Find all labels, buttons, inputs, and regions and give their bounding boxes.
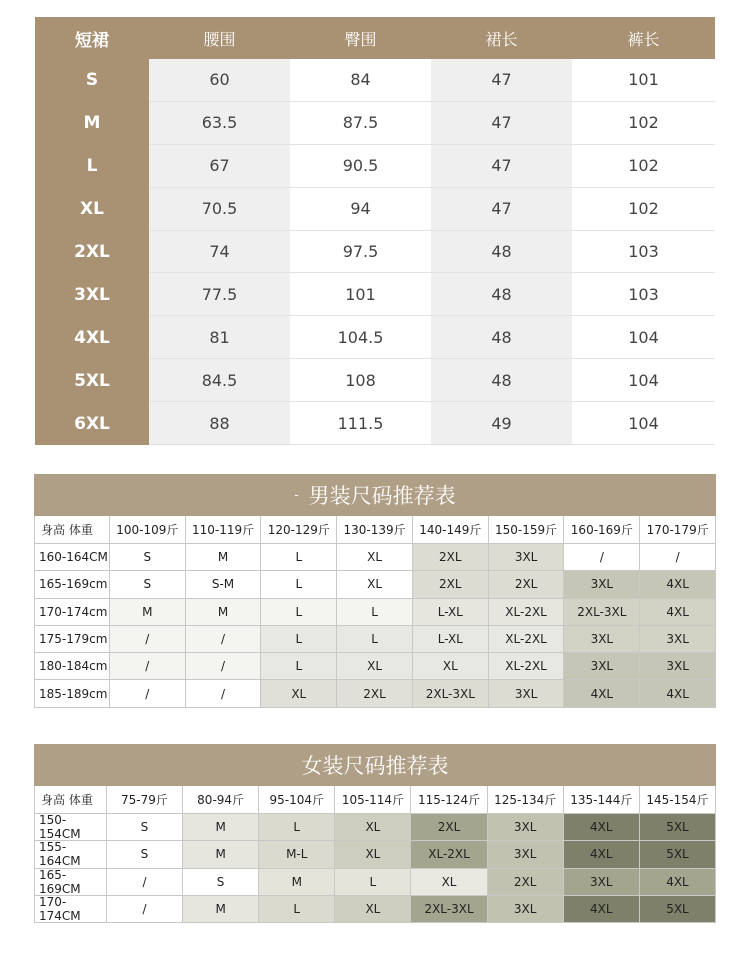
size-cell: L: [259, 814, 335, 841]
cell-hip: 87.5: [290, 102, 431, 145]
size-cell: L: [261, 544, 337, 571]
weight-range-header: 140-149斤: [413, 516, 489, 544]
table-row: [35, 316, 715, 359]
cell-pants-length: 101: [572, 59, 715, 102]
size-cell: S-M: [186, 571, 262, 598]
weight-range-header: 125-134斤: [488, 786, 564, 814]
size-cell: M-L: [259, 841, 335, 868]
header-pants-length: 裤长: [627, 29, 660, 49]
cell-size: M: [35, 102, 149, 145]
size-cell: 2XL: [488, 869, 564, 896]
size-cell: 4XL: [640, 571, 716, 598]
size-cell: L: [261, 599, 337, 626]
height-range-cell: 180-184cm: [35, 653, 110, 680]
cell-waist: 88: [149, 402, 290, 445]
table-row: [35, 188, 715, 231]
skirt-table-body: [35, 59, 715, 445]
size-cell: S: [183, 869, 259, 896]
weight-range-header: 80-94斤: [183, 786, 259, 814]
size-cell: XL-2XL: [489, 599, 565, 626]
height-range-cell: 175-179cm: [35, 626, 110, 653]
size-cell: 3XL: [564, 653, 640, 680]
table-row: [35, 680, 716, 707]
size-cell: 3XL: [488, 841, 564, 868]
height-range-cell: 155-164CM: [35, 841, 107, 868]
cell-waist: 63.5: [149, 102, 290, 145]
height-weight-header: 身高 体重: [35, 786, 107, 814]
cell-skirt-length: 48: [431, 316, 572, 359]
womens-table-title: 女装尺码推荐表: [301, 754, 449, 778]
cell-skirt-length: 48: [431, 359, 572, 402]
weight-range-header: 105-114斤: [335, 786, 411, 814]
header-hip: 臀围: [344, 29, 377, 49]
height-range-cell: 165-169CM: [35, 869, 107, 896]
size-cell: 2XL: [413, 544, 489, 571]
womens-table-grid: [34, 786, 716, 923]
size-cell: M: [186, 599, 262, 626]
table-row: [35, 571, 716, 598]
size-cell: L: [261, 571, 337, 598]
cell-skirt-length: 49: [431, 402, 572, 445]
size-cell: /: [107, 869, 183, 896]
size-cell: /: [186, 680, 262, 707]
table-row: [35, 626, 716, 653]
cell-size: 3XL: [35, 273, 149, 316]
cell-hip: 111.5: [290, 402, 431, 445]
mens-table-title: 男装尺码推荐表: [308, 484, 456, 508]
cell-hip: 101: [290, 273, 431, 316]
size-cell: 3XL: [488, 896, 564, 923]
size-cell: 4XL: [564, 680, 640, 707]
size-cell: 2XL: [337, 680, 413, 707]
size-cell: XL: [411, 869, 487, 896]
size-cell: L: [335, 869, 411, 896]
size-cell: L: [261, 626, 337, 653]
cell-hip: 90.5: [290, 145, 431, 188]
table-row: [35, 544, 716, 571]
weight-range-header: 135-144斤: [564, 786, 640, 814]
size-cell: 3XL: [564, 626, 640, 653]
table-row: [35, 145, 715, 188]
size-cell: /: [186, 626, 262, 653]
size-cell: XL: [261, 680, 337, 707]
cell-size: 5XL: [35, 359, 149, 402]
height-range-cell: 170-174cm: [35, 599, 110, 626]
cell-skirt-length: 47: [431, 102, 572, 145]
size-cell: 3XL: [488, 814, 564, 841]
header-waist: 腰围: [203, 29, 236, 49]
mens-table-grid: [34, 516, 716, 708]
size-cell: /: [107, 896, 183, 923]
cell-size: L: [35, 145, 149, 188]
header-skirt: 短裙: [75, 30, 109, 51]
size-cell: XL: [337, 571, 413, 598]
height-range-cell: 170-174CM: [35, 896, 107, 923]
cell-waist: 67: [149, 145, 290, 188]
size-cell: S: [107, 841, 183, 868]
size-cell: /: [110, 653, 186, 680]
cell-pants-length: 102: [572, 102, 715, 145]
cell-skirt-length: 47: [431, 145, 572, 188]
table-row: [35, 869, 716, 896]
cell-hip: 104.5: [290, 316, 431, 359]
weight-range-header: 95-104斤: [259, 786, 335, 814]
size-cell: 3XL: [489, 680, 565, 707]
cell-pants-length: 104: [572, 316, 715, 359]
weight-range-header: 160-169斤: [564, 516, 640, 544]
skirt-size-table: [35, 17, 715, 447]
height-weight-header: 身高 体重: [35, 516, 110, 544]
weight-range-header: 150-159斤: [489, 516, 565, 544]
size-cell: 3XL: [564, 571, 640, 598]
height-range-cell: 165-169cm: [35, 571, 110, 598]
size-cell: L: [259, 896, 335, 923]
size-cell: L-XL: [413, 626, 489, 653]
cell-pants-length: 102: [572, 188, 715, 231]
size-cell: 3XL: [640, 626, 716, 653]
size-cell: L: [261, 653, 337, 680]
weight-range-header: 110-119斤: [186, 516, 262, 544]
cell-hip: 108: [290, 359, 431, 402]
size-cell: S: [110, 544, 186, 571]
size-cell: 5XL: [640, 841, 716, 868]
size-cell: 2XL: [413, 571, 489, 598]
size-cell: 4XL: [564, 814, 640, 841]
size-cell: 2XL: [489, 571, 565, 598]
cell-size: 6XL: [35, 402, 149, 445]
size-cell: /: [186, 653, 262, 680]
size-cell: 4XL: [564, 896, 640, 923]
size-cell: 3XL: [640, 653, 716, 680]
size-cell: 3XL: [489, 544, 565, 571]
table-row: [35, 359, 715, 402]
table-row: [35, 273, 715, 316]
title-dash: -: [294, 488, 299, 502]
size-cell: 5XL: [640, 814, 716, 841]
size-cell: 2XL-3XL: [564, 599, 640, 626]
cell-waist: 70.5: [149, 188, 290, 231]
size-cell: L: [337, 626, 413, 653]
womens-size-recommendation-table: [34, 744, 716, 923]
cell-pants-length: 103: [572, 231, 715, 274]
cell-hip: 84: [290, 59, 431, 102]
weight-range-header: 100-109斤: [110, 516, 186, 544]
size-cell: M: [186, 544, 262, 571]
height-range-cell: 150-154CM: [35, 814, 107, 841]
size-cell: /: [640, 544, 716, 571]
cell-pants-length: 104: [572, 359, 715, 402]
height-range-cell: 160-164CM: [35, 544, 110, 571]
table-row: [35, 599, 716, 626]
size-cell: 4XL: [640, 599, 716, 626]
cell-pants-length: 104: [572, 402, 715, 445]
cell-waist: 74: [149, 231, 290, 274]
table-row: [35, 102, 715, 145]
size-cell: M: [183, 841, 259, 868]
size-cell: M: [259, 869, 335, 896]
size-cell: /: [110, 680, 186, 707]
cell-waist: 77.5: [149, 273, 290, 316]
height-range-cell: 185-189cm: [35, 680, 110, 707]
mens-size-recommendation-table: [34, 474, 716, 708]
mens-table-title-bar: [34, 474, 716, 516]
size-cell: S: [107, 814, 183, 841]
weight-range-header: 145-154斤: [640, 786, 716, 814]
weight-range-header: 170-179斤: [640, 516, 716, 544]
table-row: [35, 653, 716, 680]
cell-size: 2XL: [35, 231, 149, 274]
size-cell: M: [183, 814, 259, 841]
table-row: [35, 402, 715, 445]
cell-size: XL: [35, 188, 149, 231]
table-row: [35, 231, 715, 274]
size-cell: 3XL: [564, 869, 640, 896]
size-cell: /: [110, 626, 186, 653]
size-cell: XL: [335, 814, 411, 841]
weight-range-header: 120-129斤: [261, 516, 337, 544]
cell-waist: 81: [149, 316, 290, 359]
cell-hip: 94: [290, 188, 431, 231]
cell-size: S: [35, 59, 149, 102]
size-cell: XL: [337, 544, 413, 571]
cell-pants-length: 102: [572, 145, 715, 188]
size-cell: M: [110, 599, 186, 626]
size-cell: XL-2XL: [411, 841, 487, 868]
size-cell: 2XL-3XL: [411, 896, 487, 923]
mens-header-row: [35, 516, 716, 544]
size-cell: /: [564, 544, 640, 571]
cell-skirt-length: 47: [431, 59, 572, 102]
size-cell: L-XL: [413, 599, 489, 626]
size-cell: 2XL: [411, 814, 487, 841]
size-cell: 4XL: [640, 869, 716, 896]
size-cell: L: [337, 599, 413, 626]
table-row: [35, 896, 716, 923]
weight-range-header: 130-139斤: [337, 516, 413, 544]
cell-waist: 60: [149, 59, 290, 102]
size-cell: M: [183, 896, 259, 923]
cell-pants-length: 103: [572, 273, 715, 316]
table-row: [35, 59, 715, 102]
size-cell: S: [110, 571, 186, 598]
cell-size: 4XL: [35, 316, 149, 359]
womens-header-row: [35, 786, 716, 814]
weight-range-header: 115-124斤: [411, 786, 487, 814]
size-cell: 5XL: [640, 896, 716, 923]
cell-hip: 97.5: [290, 231, 431, 274]
womens-table-title-bar: [34, 744, 716, 786]
size-cell: 4XL: [564, 841, 640, 868]
size-cell: XL: [413, 653, 489, 680]
size-cell: XL-2XL: [489, 653, 565, 680]
cell-skirt-length: 47: [431, 188, 572, 231]
cell-skirt-length: 48: [431, 273, 572, 316]
table-row: [35, 814, 716, 841]
header-skirt-length: 裙长: [485, 29, 518, 49]
table-row: [35, 841, 716, 868]
cell-waist: 84.5: [149, 359, 290, 402]
skirt-table-header: [35, 17, 715, 59]
size-cell: XL: [337, 653, 413, 680]
weight-range-header: 75-79斤: [107, 786, 183, 814]
size-cell: 4XL: [640, 680, 716, 707]
size-cell: XL: [335, 896, 411, 923]
cell-skirt-length: 48: [431, 231, 572, 274]
size-cell: XL-2XL: [489, 626, 565, 653]
size-cell: XL: [335, 841, 411, 868]
size-cell: 2XL-3XL: [413, 680, 489, 707]
